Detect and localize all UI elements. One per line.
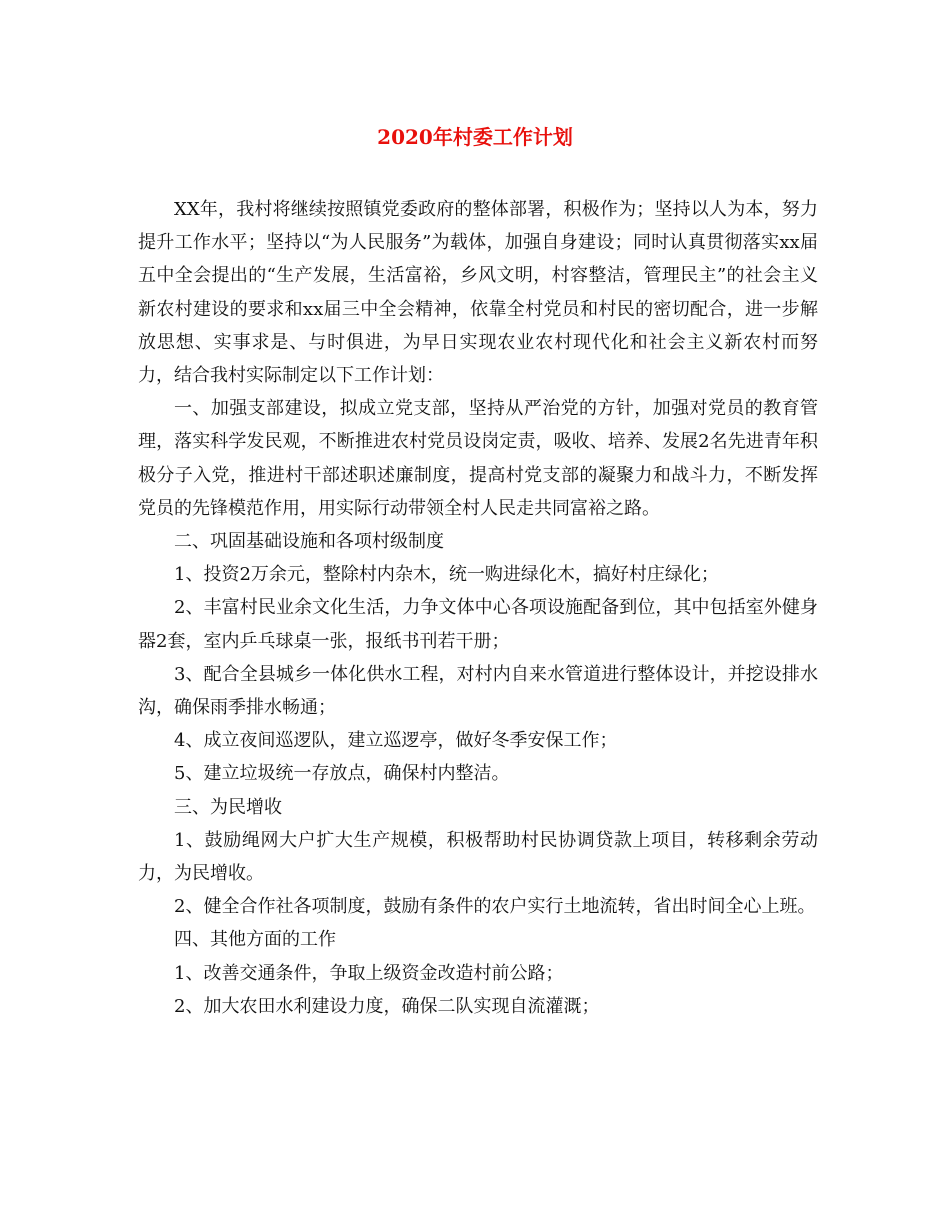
document-title: 2020年村委工作计划: [377, 125, 573, 149]
list-item: 2、丰富村民业余文化生活，力争文体中心各项设施配备到位，其中包括室外健身器2套，室内乒乓球桌一张，报纸书刊若干册；: [138, 597, 818, 652]
document-body: [138, 193, 818, 1023]
heading-section-3: 三、为民增收: [174, 796, 282, 818]
heading-section-2: 二、巩固基础设施和各项村级制度: [174, 531, 444, 553]
list-item: 1、改善交通条件，争取上级资金改造村前公路；: [174, 962, 564, 984]
list-item: 1、鼓励绳网大户扩大生产规模，积极帮助村民协调贷款上项目，转移剩余劳动力，为民增收。: [138, 829, 818, 885]
heading-section-4: 四、其他方面的工作: [174, 929, 336, 951]
list-item: 2、健全合作社各项制度，鼓励有条件的农户实行土地流转，省出时间全心上班。: [174, 896, 816, 918]
list-item: 2、加大农田水利建设力度，确保二队实现自流灌溉；: [174, 995, 600, 1017]
paragraph-intro: XX年，我村将继续按照镇党委政府的整体部署，积极作为；坚持以人为本，努力提升工作水平；坚持以“为人民服务”为载体，加强自身建设；同时认真贯彻落实xx届五中全会提出的“生产发展，生活富裕，乡风文明，村容整洁，管理民主”的社会主义新农村建设的要求和xx届三中全会精神，依靠全村党员和村民的密切配合，进一步解放思想、实事求是、与时俱进，为早日实现农业农村现代化和社会主义新农村而努力，结合我村实际制定以下工作计划：: [138, 199, 818, 387]
list-item: 5、建立垃圾统一存放点，确保村内整洁。: [174, 763, 510, 785]
list-item: 4、成立夜间巡逻队，建立巡逻亭，做好冬季安保工作；: [174, 730, 618, 752]
list-item: 3、配合全县城乡一体化供水工程，对村内自来水管道进行整体设计，并挖设排水沟，确保雨季排水畅通；: [138, 663, 818, 719]
paragraph-section-1: 一、加强支部建设，拟成立党支部，坚持从严治党的方针，加强对党员的教育管理，落实科学发民观，不断推进农村党员设岗定责，吸收、培养、发展2名先进青年积极分子入党，推进村干部述职述廉制度，提高村党支部的凝聚力和战斗力，不断发挥党员的先锋模范作用，用实际行动带领全村人民走共同富裕之路。: [138, 398, 818, 519]
list-item: 1、投资2万余元，整除村内杂木，统一购进绿化木，搞好村庄绿化；: [174, 564, 719, 586]
